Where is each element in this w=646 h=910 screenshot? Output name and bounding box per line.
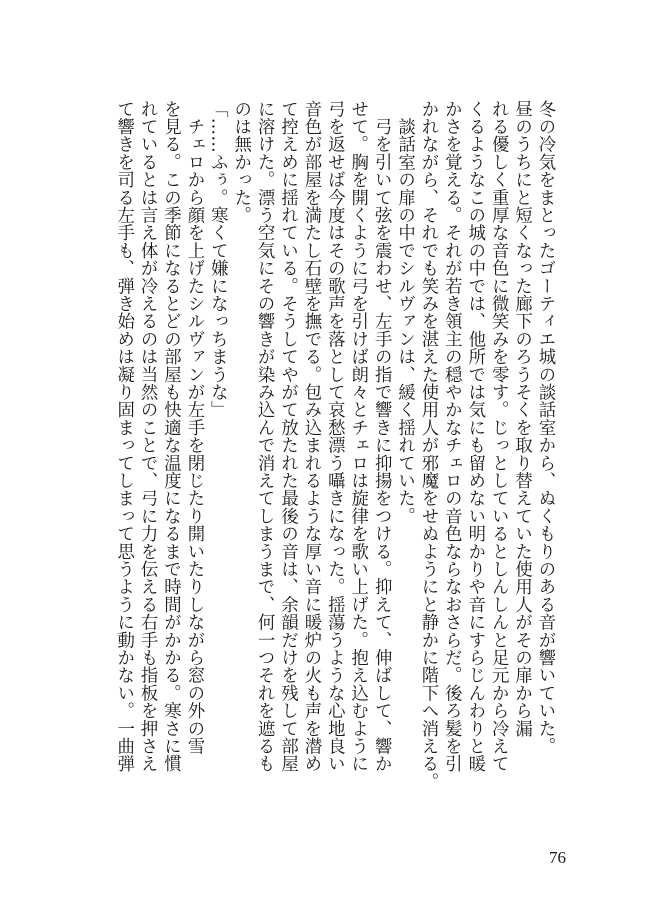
text-line: 音色が部屋を満たし石壁を撫でる。包み込まれるような厚い音に暖炉の火も声を潜め	[300, 100, 321, 773]
text-line: れているとは言え体が冷えるのは当然のことで、弓に力を伝える右手も指板を押さえ	[137, 100, 158, 773]
text-line: 「……ふぅ。寒くて嫌になっちまうな」	[207, 100, 228, 419]
page-number: 76	[549, 848, 566, 867]
text-line: を見る。この季節になるとどの部屋も快適な温度になるまで時間がかかる。寒さに慣	[160, 100, 181, 773]
text-line: 弓を引いて弦を震わせ、左手の指で響きに抑揚をつける。抑えて、伸ばして、響か	[371, 100, 392, 773]
text-line: くるようなこの城の中では、他所では気にも留めない明かりや音にすらじんわりと暖	[464, 100, 485, 773]
text-line: に溶けた。漂う空気にその響きが染み込んで消えてしまうまで、何一つそれを遮るも	[254, 100, 275, 773]
text-line: れる優しく重厚な音色に微笑みを零す。じっとしているとしんしんと足元から冷えて	[488, 100, 509, 773]
text-line: 弓を返せば今度はその歌声を落として哀愁漂う囁きになった。揺蕩うような心地良い	[324, 100, 345, 773]
text-line: 談話室の扉の中でシルヴァンは、緩く揺れていた。	[394, 100, 415, 525]
text-line: かれながら、それでも笑みを湛えた使用人が邪魔をせぬようにと静かに階下へ消える。	[417, 100, 438, 791]
body-text	[111, 100, 556, 820]
text-line: のは無かった。	[230, 100, 251, 224]
text-line: 冬の冷気をまとったゴーティエ城の談話室から、ぬくもりのある音が響いていた。	[535, 100, 555, 755]
text-line: せて。胸を開くように弓を引けば朗々とチェロは旋律を歌い上げた。抱え込むように	[347, 100, 368, 773]
text-line: チェロから顔を上げたシルヴァンが左手を閉じたり開いたりしながら窓の外の雪	[183, 100, 204, 755]
text-line: て控えめに揺れている。そうしてやがて放たれた最後の音は、余韻だけを残して部屋	[277, 100, 298, 773]
text-line: かさを覚える。それが若き領主の穏やかなチェロの音色ならなおさらだ。後ろ髪を引	[441, 100, 462, 773]
text-line: て響きを司る左手も、弾き始めは凝り固まってしまって思うように動かない。一曲弾	[113, 100, 134, 773]
text-line: 昼のうちにと短くなった廊下のろうそくを取り替えていた使用人がその扉から漏	[511, 100, 532, 738]
